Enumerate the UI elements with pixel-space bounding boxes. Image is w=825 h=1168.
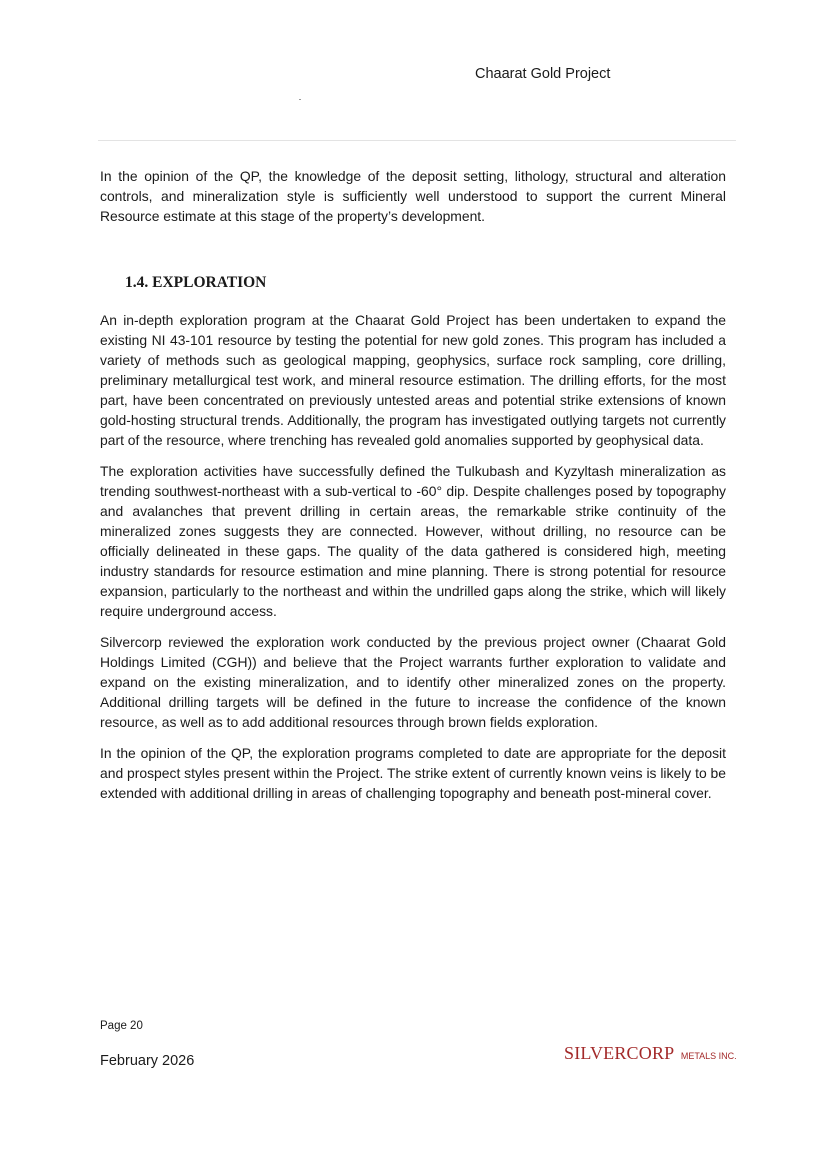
header-divider <box>98 140 736 141</box>
exploration-paragraph-2: The exploration activities have successfully defined the Tulkubash and Kyzyltash mineralization as trending southwest-northeast with a sub-vertical to -60° dip. Despite challenges posed by topography and avalanches that prevent drilling in certain areas, the remarkable strike continuity of the mineralized zones suggests they are connected. However, without drilling, no resource can be officially delineated in these gaps. The quality of the data gathered is considered high, meeting industry standards for resource estimation and mine planning. There is strong potential for resource expansion, particularly to the northeast and within the undrilled gaps along the strike, which will likely require underground access. <box>100 463 726 619</box>
page-number: Page 20 <box>100 1020 143 1032</box>
header-dot <box>299 99 301 100</box>
exploration-paragraph-1: An in-depth exploration program at the Chaarat Gold Project has been undertaken to expand the existing NI 43-101 resource by testing the potential for new gold zones. This program has included a variety of methods such as geological mapping, geophysics, surface rock sampling, core drilling, preliminary metallurgical test work, and mineral resource estimation. The drilling efforts, for the most part, have been concentrated on previously untested areas and potential strike extensions of known gold-hosting structural trends. Additionally, the program has investigated outlying targets not currently part of the resource, where trenching has revealed gold anomalies supported by geophysical data. <box>100 312 726 448</box>
intro-paragraph: In the opinion of the QP, the knowledge of the deposit setting, lithology, structural and alteration controls, and mineralization style is sufficiently well understood to support the current Mineral Resource estimate at this stage of the property’s development. <box>100 168 726 224</box>
section-heading: 1.4. EXPLORATION <box>125 274 267 291</box>
footer-date: February 2026 <box>100 1053 195 1069</box>
exploration-paragraph-4: In the opinion of the QP, the exploration programs completed to date are appropriate for the deposit and prospect styles present within the Project. The strike extent of currently known veins is likely to be extended with additional drilling in areas of challenging topography and beneath post-mineral cover. <box>100 745 726 801</box>
header-title: Chaarat Gold Project <box>475 66 611 82</box>
exploration-paragraph-3: Silvercorp reviewed the exploration work conducted by the previous project owner (Chaarat Gold Holdings Limited (CGH)) and believe that the Project warrants further exploration to validate and expand on the existing mineralization, and to identify other mineralized zones on the property. Additional drilling targets will be defined in the future to increase the confidence of the known resource, as well as to add additional resources through brown fields exploration. <box>100 634 726 730</box>
company-logo <box>564 1043 737 1064</box>
logo-wordmark: SILVERCORP <box>564 1043 675 1063</box>
logo-subtitle: METALS INC. <box>680 1051 737 1061</box>
page-body <box>100 166 726 814</box>
